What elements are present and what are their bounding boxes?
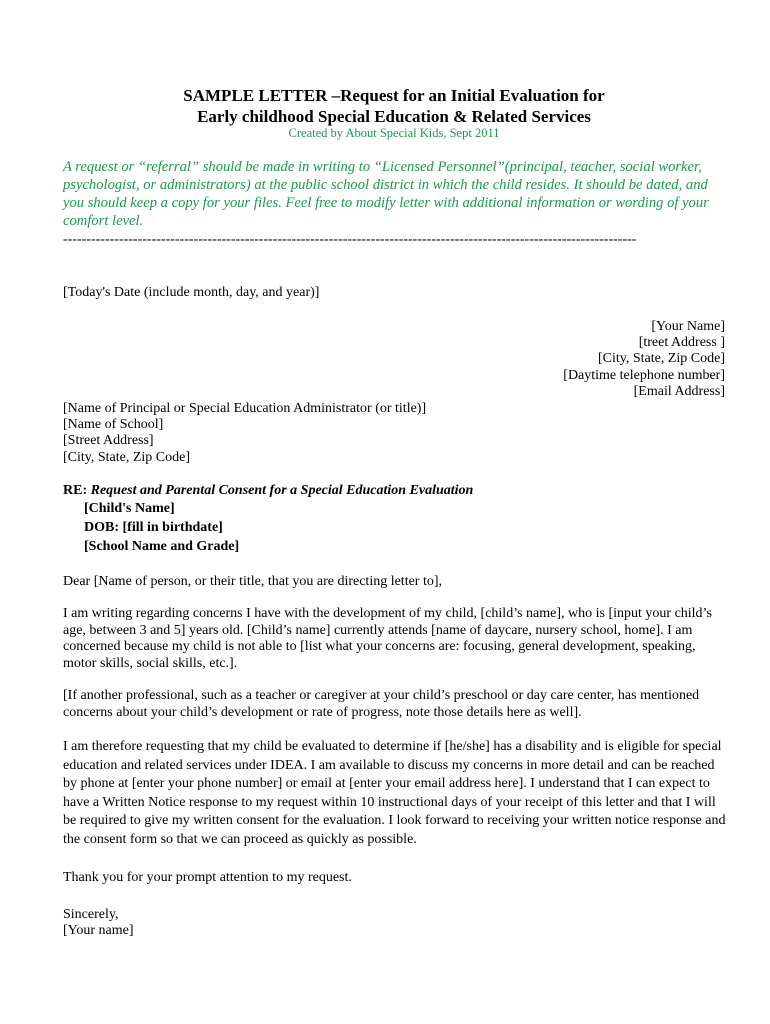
re-dob: DOB: [fill in birthdate] <box>84 520 223 535</box>
body-paragraph-3: I am therefore requesting that my child be evaluated to determine if [he/she] has a disability and is eligible for special education and related services under IDEA. I am available to discuss my concerns in more detail and can be reached by phone at [enter your phone number] or email at [enter your email address here]. I understand that I can expect to have a Written Notice response to my request within 10 instructional days of your receipt of this letter and that I will be required to give my written consent for the evaluation. I look forward to receiving your written notice response and the consent form so that we can proceed as quickly as possible. <box>63 739 726 847</box>
letter-date: [Today's Date (include month, day, and year)] <box>63 285 320 300</box>
body-paragraph-2: [If another professional, such as a teacher or caregiver at your child’s preschool or day care center, has mentioned concerns about your child’s development or rate of progress, note those details here as well]. <box>63 688 700 720</box>
re-school-grade: [School Name and Grade] <box>84 539 240 554</box>
re-subject: Request and Parental Consent for a Special Education Evaluation <box>90 483 474 498</box>
separator-line: --------------------------------------------------------------------------------------------------------------------------- <box>63 232 637 247</box>
closing-thanks: Thank you for your prompt attention to my request. <box>63 870 352 885</box>
recipient-street: [Street Address] <box>63 433 154 448</box>
created-by-note: Created by About Special Kids, Sept 2011 <box>288 126 500 140</box>
body-paragraph-1: I am writing regarding concerns I have with the development of my child, [child’s name], who is [input your child’s age, between 3 and 5] years old. [Child’s name] currently attends [name of daycare, nursery school, home]. I am concerned because my child is not able to [list what your concerns are: focusing, general development, speaking, motor skills, social skills, etc.]. <box>63 606 712 671</box>
re-label: RE: <box>63 483 88 498</box>
sender-phone: [Daytime telephone number] <box>563 368 725 383</box>
re-line <box>63 483 473 499</box>
recipient-school: [Name of School] <box>63 417 164 432</box>
sender-email: [Email Address] <box>633 384 725 399</box>
signature-placeholder: [Your name] <box>63 923 134 938</box>
document-title-line-2: Early childhood Special Education & Related Services <box>197 107 591 126</box>
salutation: Dear [Name of person, or their title, that you are directing letter to], <box>63 574 443 589</box>
document-title-line-1: SAMPLE LETTER –Request for an Initial Evaluation for <box>183 86 605 105</box>
recipient-name: [Name of Principal or Special Education Administrator (or title)] <box>63 401 427 416</box>
sender-city: [City, State, Zip Code] <box>597 351 725 366</box>
intro-instructions: A request or “referral” should be made in writing to “Licensed Personnel”(principal, teacher, social worker, psychologist, or administrators) at the public school district in which the child resides. It should be dated, and you should keep a copy for your files. Feel free to modify letter with additional information or wording of your comfort level. <box>63 159 709 229</box>
recipient-city: [City, State, Zip Code] <box>63 450 191 465</box>
signoff: Sincerely, <box>63 907 119 922</box>
sender-street: [treet Address ] <box>638 335 725 350</box>
sender-name: [Your Name] <box>651 319 725 334</box>
re-child-name: [Child's Name] <box>84 501 175 516</box>
